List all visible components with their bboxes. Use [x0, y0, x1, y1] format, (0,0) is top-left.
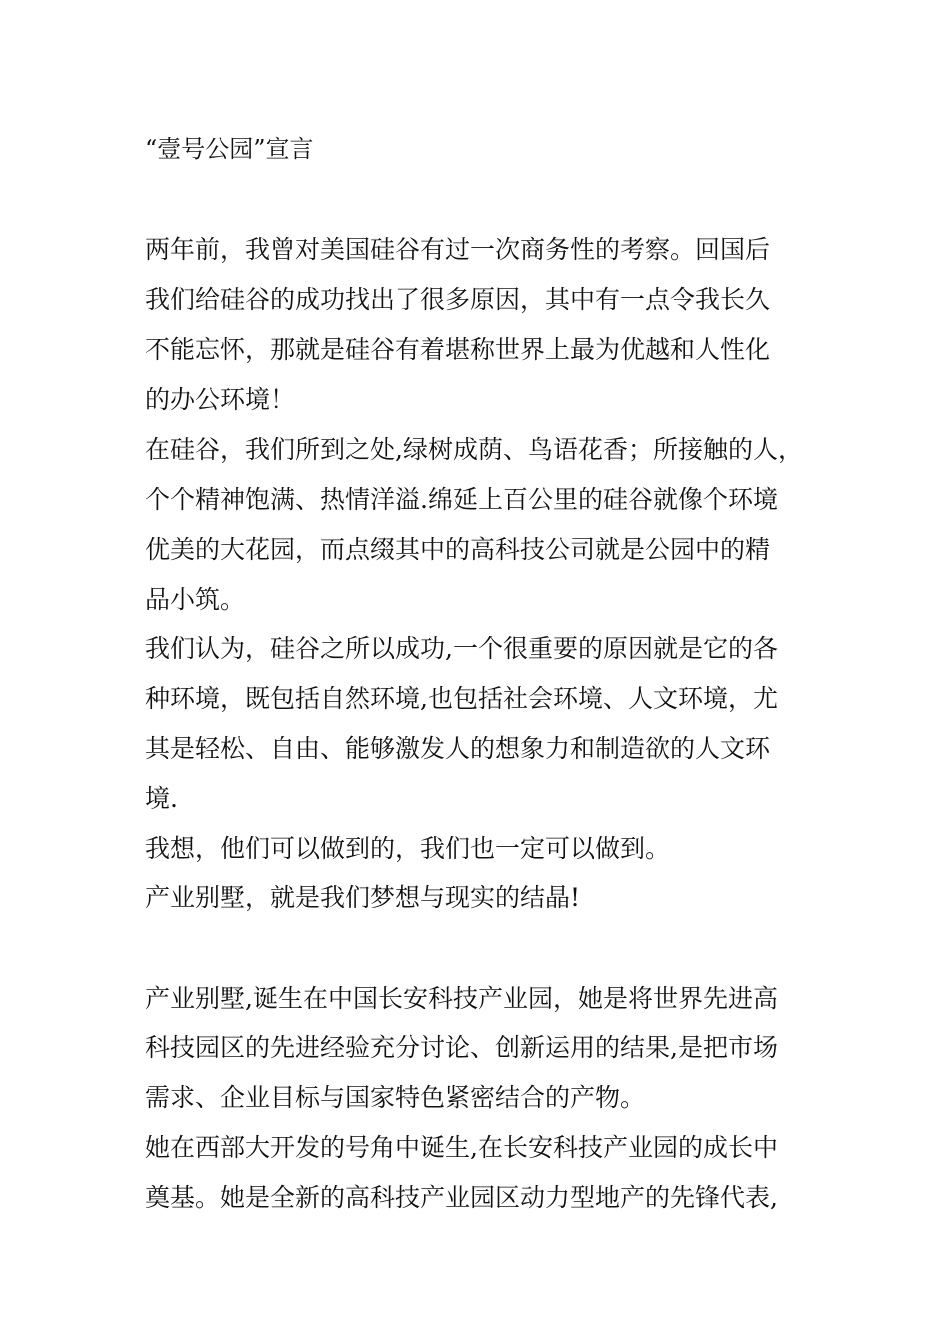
text-line: 不能忘怀，那就是硅谷有着堪称世界上最为优越和人性化 [145, 335, 771, 364]
text-line: 她在西部大开发的号角中诞生,在长安科技产业园的成长中 [145, 1133, 778, 1162]
text-line: 我想，他们可以做到的，我们也一定可以做到。 [145, 834, 671, 863]
text-line: 需求、企业目标与国家特色紧密结合的产物。 [145, 1083, 646, 1112]
text-line: 我们给硅谷的成功找出了很多原因，其中有一点令我长久 [145, 285, 771, 314]
text-line: 产业别墅,诞生在中国长安科技产业园，她是将世界先进高 [145, 984, 778, 1013]
text-line: 种环境，既包括自然环境,也包括社会环境、人文环境，尤 [145, 684, 778, 713]
text-line: 奠基。她是全新的高科技产业园区动力型地产的先锋代表, [145, 1183, 778, 1212]
text-line: 科技园区的先进经验充分讨论、创新运用的结果,是把市场 [145, 1033, 778, 1062]
text-line: 优美的大花园，而点缀其中的高科技公司就是公园中的精 [145, 535, 771, 564]
text-line: 两年前，我曾对美国硅谷有过一次商务性的考察。回国后 [145, 235, 771, 264]
text-line: 我们认为，硅谷之所以成功,一个很重要的原因就是它的各 [145, 634, 778, 663]
document-title: “壹号公园”宣言 [145, 135, 314, 163]
text-line: 其是轻松、自由、能够激发人的想象力和制造欲的人文环 [145, 734, 771, 763]
text-line: 个个精神饱满、热情洋溢.绵延上百公里的硅谷就像个环境 [145, 485, 778, 514]
text-line: 产业别墅，就是我们梦想与现实的结晶! [145, 883, 581, 912]
text-line: 品小筑。 [145, 585, 246, 614]
text-line: 在硅谷，我们所到之处,绿树成荫、鸟语花香；所接触的人， [145, 435, 803, 464]
text-line: 的办公环境！ [145, 385, 296, 414]
text-line: 境. [145, 784, 178, 813]
